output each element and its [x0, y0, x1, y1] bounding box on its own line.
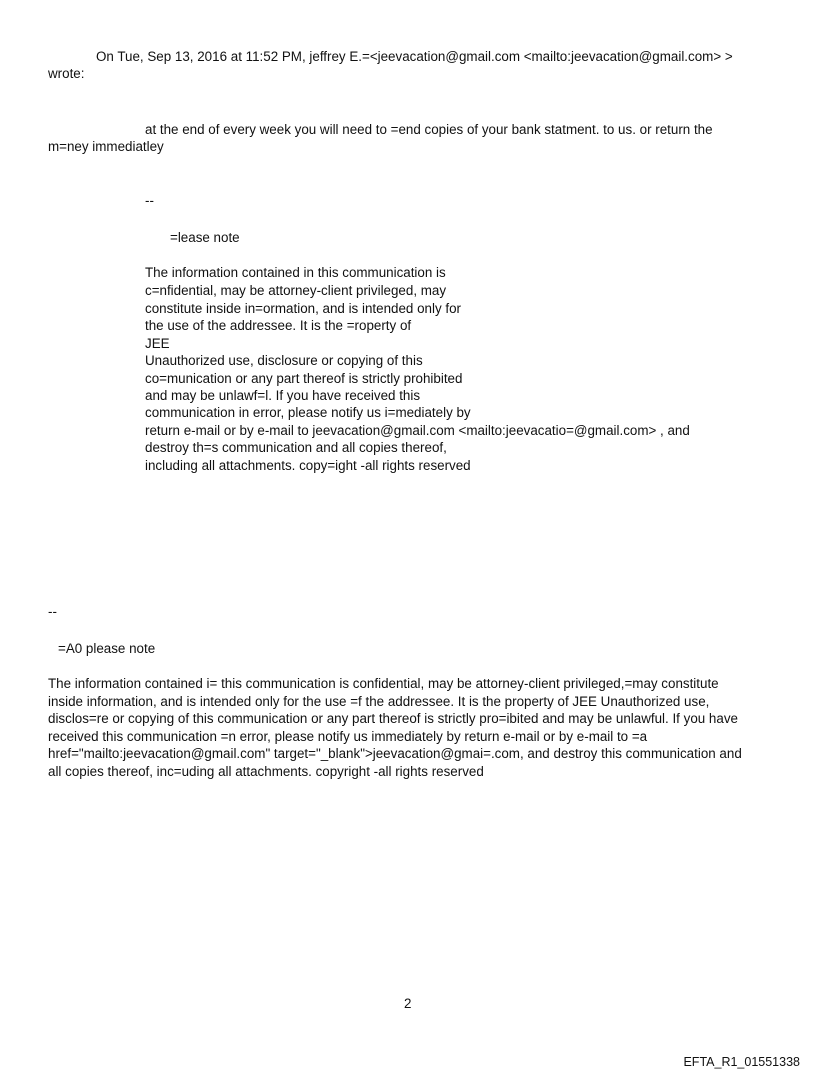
signature-disclaimer-line: received this communication =n error, please notify us immediately by return e-mail or by e-mail to =a: [48, 729, 648, 744]
page-number: 2: [404, 996, 412, 1011]
signature-disclaimer-line: disclos=re or copying of this communication or any part thereof is strictly pro=ibited and may be unlawful. If you have: [48, 711, 738, 726]
quoted-disclaimer-line: including all attachments. copy=ight -all rights reserved: [145, 458, 471, 473]
signature-separator: --: [48, 604, 57, 619]
quoted-disclaimer-line: c=nfidential, may be attorney-client privileged, may: [145, 283, 447, 298]
quoted-disclaimer-line: JEE: [145, 336, 170, 351]
quoted-disclaimer-line: the use of the addressee. It is the =roperty of: [145, 318, 412, 333]
quoted-disclaimer-line: and may be unlawf=l. If you have received this: [145, 388, 421, 403]
quoted-separator: --: [145, 193, 154, 208]
quoted-disclaimer-line: communication in error, please notify us i=mediately by: [145, 405, 471, 420]
quoted-disclaimer-line: co=munication or any part thereof is strictly prohibited: [145, 371, 463, 386]
quoted-disclaimer-line: return e-mail or by e-mail to jeevacation@gmail.com <mailto:jeevacatio=@gmail.com> , and: [145, 423, 690, 438]
quoted-note: =lease note: [170, 230, 240, 245]
quoted-disclaimer-line: The information contained in this communication is: [145, 265, 446, 280]
message-line-1: at the end of every week you will need to =end copies of your bank statment. to us. or return the: [145, 122, 713, 137]
signature-disclaimer-line: all copies thereof, inc=uding all attachments. copyright -all rights reserved: [48, 764, 484, 779]
quoted-disclaimer-line: constitute inside in=ormation, and is intended only for: [145, 301, 461, 316]
quoted-disclaimer-line: Unauthorized use, disclosure or copying of this: [145, 353, 423, 368]
message-line-2: m=ney immediatley: [48, 139, 164, 154]
header-line-2: wrote:: [48, 66, 85, 81]
signature-disclaimer-line: The information contained i= this communication is confidential, may be attorney-client privileged,=may constitute: [48, 676, 719, 691]
signature-note: =A0 please note: [58, 641, 156, 656]
signature-disclaimer-line: href="mailto:jeevacation@gmail.com" target="_blank">jeevacation@gmai=.com, and destroy this communication and: [48, 746, 742, 761]
quoted-disclaimer-line: destroy th=s communication and all copies thereof,: [145, 440, 447, 455]
document-id: EFTA_R1_01551338: [683, 1055, 800, 1069]
header-line-1: On Tue, Sep 13, 2016 at 11:52 PM, jeffrey E.=<jeevacation@gmail.com <mailto:jeevacation@gmail.com> >: [96, 49, 733, 64]
signature-disclaimer-line: inside information, and is intended only for the use =f the addressee. It is the property of JEE Unauthorized use,: [48, 694, 710, 709]
